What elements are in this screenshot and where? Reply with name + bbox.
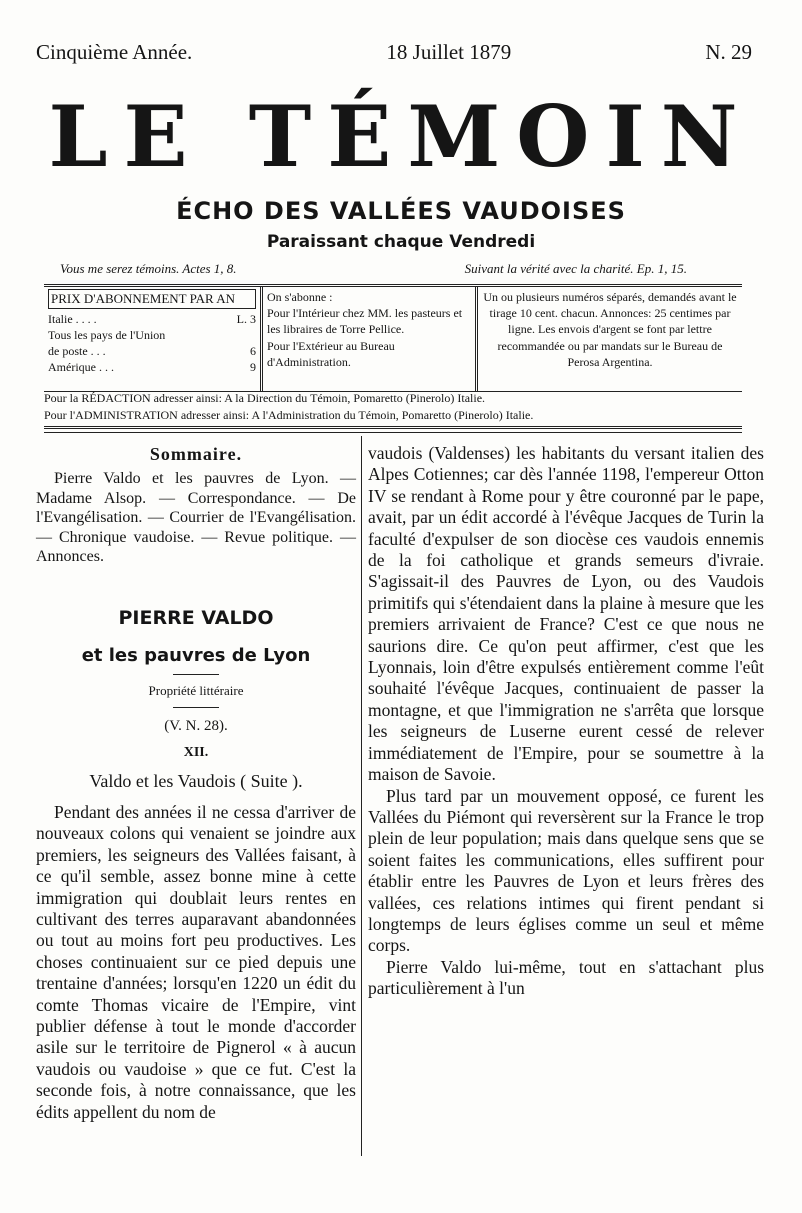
abonne-heading: On s'abonne : bbox=[267, 290, 333, 304]
divider bbox=[173, 707, 219, 708]
sommaire-text: Pierre Valdo et les pauvres de Lyon. — Madame Alsop. — Correspondance. — De l'Evangélisation. — Courrier de l'Evangélisation. — Chronique vaudoise. — Revue politique. — Annonces. bbox=[36, 470, 356, 566]
publication-frequency: Paraissant chaque Vendredi bbox=[266, 232, 536, 252]
divider bbox=[173, 674, 219, 675]
abonne-exterieur: Pour l'Extérieur au Bureau d'Administration. bbox=[267, 338, 395, 369]
price-row: Italie . . . . L. 3 bbox=[48, 311, 256, 326]
article-paragraph: Pierre Valdo lui-même, tout en s'attachant plus particulièrement à l'un bbox=[368, 956, 764, 999]
section-title: Valdo et les Vaudois ( Suite ). bbox=[89, 770, 303, 791]
price-row: Tous les pays de l'Union bbox=[48, 327, 166, 342]
price-row: Amérique . . . 9 bbox=[48, 360, 256, 375]
issue-info-bar bbox=[36, 40, 752, 65]
address-administration: Pour l'ADMINISTRATION adresser ainsi: A l'Administration du Témoin, Pomaretto (Pinerolo) Italie. bbox=[44, 408, 742, 429]
subscription-heading: PRIX D'ABONNEMENT PAR AN bbox=[48, 289, 256, 309]
right-column bbox=[368, 443, 764, 1000]
column-divider bbox=[361, 436, 362, 1156]
article-paragraph: Pendant des années il ne cessa d'arriver de nouveaux colons qui venaient se joindre aux premiers, les seigneurs des Vallées faisant, à ce qu'il semble, assez bonne mine à cette immigration qui doublait leurs rentes en cultivant des terres auparavant abandonnées ou tout au moins fort peu productives. Les choses continuaient sur ce pied depuis une trentaine d'années; lorsqu'en 1220 un édit du comte Thomas vicaire de l'Empire, vint publier défense à tout le monde d'accorder asile sur le territoire de Pignerol « à aucun vaudois ou vaudoise » que ce fut. C'est la seconde fois, à notre connaissance, que les édits appellent du nom de bbox=[36, 801, 356, 1122]
subscription-prices bbox=[44, 287, 263, 391]
address-redaction: Pour la RÉDACTION adresser ainsi: A la Direction du Témoin, Pomaretto (Pinerolo) Italie. bbox=[44, 391, 486, 405]
issue-date: 18 Juillet 1879 bbox=[386, 40, 512, 64]
issue-year: Cinquième Année. bbox=[36, 40, 193, 64]
issue-number: N. 29 bbox=[705, 40, 752, 64]
newspaper-title: LE TÉMOIN bbox=[48, 87, 754, 186]
section-number: XII. bbox=[183, 744, 209, 760]
abonne-interieur: Pour l'Intérieur chez MM. les pasteurs et les libraires de Torre Pellice. bbox=[267, 306, 463, 337]
divider bbox=[44, 432, 742, 433]
quote-left: Vous me serez témoins. Actes 1, 8. bbox=[60, 261, 237, 276]
info-box bbox=[44, 284, 742, 392]
article-title: PIERRE VALDO bbox=[118, 606, 274, 629]
left-column bbox=[36, 444, 356, 1123]
article-reference: (V. N. 28). bbox=[164, 717, 228, 734]
epigraphs bbox=[60, 261, 687, 277]
price-row: de poste . . . 6 bbox=[48, 343, 256, 358]
article-paragraph: vaudois (Valdenses) les habitants du versant italien des Alpes Cotiennes; car dès l'année 1198, l'empereur Otton IV se rendant à Rome pour y être couronné par le pape, avait, par un édit accordé à l'évêque Jacques de Turin la faculté d'expulser de son diocèse ces vaudois ennemis de la foi catholique et grands semeurs d'ivraie. S'agissait-il des Pauvres de Lyon, ou des Vaudois primitifs qui s'étendaient dans la plaine à mesure que les premiers arrivaient de France? C'est ce que nous ne saurions dire. Ce qu'on peut affirmer, c'est que les Lyonnais, loin d'être expulsés entièrement comme l'eût souhaité l'évêque Jacques, continuaient de passer la montagne, et que l'immigration ne s'arrêta que lorsque les seigneurs de Luserne eurent cessé de relever immédiatement de l'Empire, pour se soumettre à la maison de Savoie. bbox=[368, 443, 764, 785]
article-property: Propriété littéraire bbox=[148, 682, 244, 698]
subscription-info bbox=[263, 287, 478, 391]
sommaire-title: Sommaire. bbox=[149, 444, 243, 464]
article-subtitle: et les pauvres de Lyon bbox=[81, 644, 311, 666]
quote-right: Suivant la vérité avec la charité. Ep. 1, 15. bbox=[464, 261, 687, 276]
annonces-info: Un ou plusieurs numéros séparés, demandés avant le tirage 10 cent. chacun. Annonces: 25 centimes par ligne. Les envois d'argent se font par lettre recommandée ou par mandats sur le Bureau de Perosa Argentina. bbox=[483, 290, 737, 369]
newspaper-subtitle: ÉCHO DES VALLÉES VAUDOISES bbox=[176, 197, 626, 225]
article-paragraph: Plus tard par un mouvement opposé, ce furent les Vallées du Piémont qui reversèrent sur la France le trop plein de leur population; mais dans quelque sens que se soient faites les communications, elles suffirent pour établir entre les Pauvres de Lyon et leurs frères des vallées, ces relations intimes qui firent pendant si longtemps de leurs églises comme un seul et même corps. bbox=[368, 785, 764, 956]
